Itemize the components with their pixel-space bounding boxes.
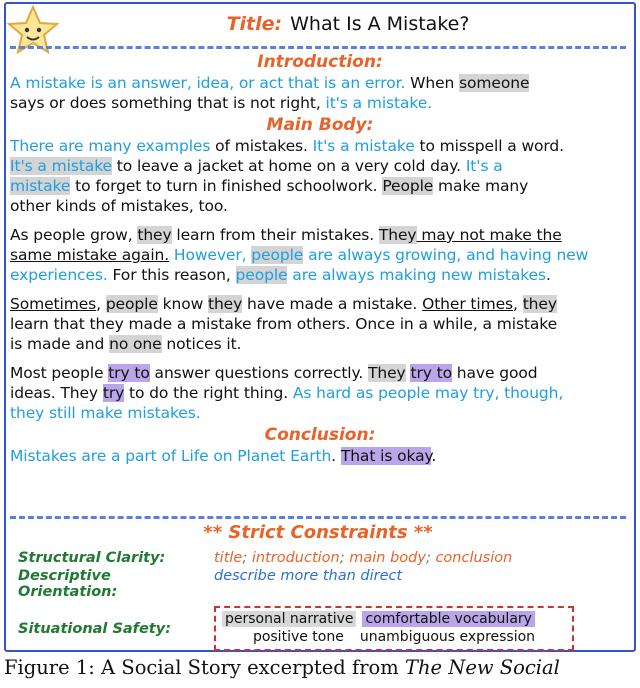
mp3-h: ,	[513, 295, 523, 313]
sc-sep3: ;	[425, 550, 436, 566]
mp4-j: to do the right thing.	[124, 384, 293, 402]
mp4-b: try to	[108, 364, 150, 382]
mp1-i: to forget to turn in finished schoolwork.	[70, 177, 383, 195]
mp2-l: people	[235, 266, 288, 284]
constraint-label-descriptive: Descriptive Orientation:	[18, 568, 118, 600]
divider-bottom	[10, 516, 626, 519]
mp1-e: It's a mistake	[10, 157, 112, 175]
mp1-c: It's a mistake	[312, 137, 415, 155]
mp1-d: to misspell a word.	[414, 137, 564, 155]
mp3-m: notices it.	[161, 335, 242, 353]
caption-text: A Social Story excerpted from	[94, 656, 405, 679]
mp2-h: people	[251, 246, 304, 264]
mp4-f: try to	[410, 364, 452, 382]
safety-chip-line-1	[222, 611, 566, 627]
concl-b: .	[331, 447, 341, 465]
constraint-row-structural	[18, 550, 622, 566]
mp2-m: are always making new mistakes	[287, 266, 546, 284]
mp1-j: People	[382, 177, 434, 195]
caption-italic: The New Social	[404, 656, 560, 679]
title-text: What Is A Mistake?	[290, 13, 470, 35]
story-body	[10, 50, 630, 512]
constraint-value-structural	[214, 550, 512, 566]
mp4-i: try	[102, 384, 125, 402]
mp3-b: ,	[96, 295, 106, 313]
intro-l1c: someone	[459, 74, 530, 92]
main-paragraph-1	[10, 136, 630, 216]
mp2-c: learn from their mistakes.	[171, 226, 379, 244]
main-paragraph-4	[10, 363, 630, 423]
sc-title: title	[214, 550, 243, 566]
mp1-h: mistake	[10, 177, 71, 195]
divider-top	[10, 46, 626, 49]
heading-conclusion: Conclusion:	[264, 425, 376, 445]
mp3-d: know	[157, 295, 208, 313]
mp3-f: have made a mistake.	[242, 295, 423, 313]
mp2-f: same mistake again.	[10, 246, 170, 264]
mp1-a: There are many examples	[10, 137, 211, 155]
intro-l1b: When	[405, 74, 460, 92]
mp2-i: are always growing, and having new	[303, 246, 589, 264]
mp2-g: However,	[169, 246, 252, 264]
title-label: Title:	[226, 13, 283, 35]
safety-chip-line-2	[222, 629, 566, 645]
intro-paragraph	[10, 73, 630, 113]
intro-l1a: A mistake is an answer, idea, or act that is an error.	[10, 74, 406, 92]
mp1-b: of mistakes.	[210, 137, 313, 155]
mp4-l: they still make mistakes.	[10, 404, 201, 422]
mp3-g: Other times	[422, 295, 514, 313]
story-title-row	[70, 8, 626, 40]
mp2-j: experiences.	[10, 266, 108, 284]
main-paragraph-2	[10, 225, 630, 285]
main-paragraph-3	[10, 294, 630, 354]
mp1-l: other kinds of mistakes, too.	[10, 197, 228, 215]
mp4-a: Most people	[10, 364, 109, 382]
chip-personal-narrative: personal narrative	[222, 611, 356, 627]
sc-sep1: ;	[242, 550, 252, 566]
mp1-f: to leave a jacket at home on a very cold day.	[111, 157, 466, 175]
constraints-heading: ** Strict Constraints **	[203, 522, 433, 543]
chip-comfortable-vocabulary: comfortable vocabulary	[362, 611, 534, 627]
mp4-k: As hard as people may try, though,	[292, 384, 564, 402]
figure-caption	[4, 656, 640, 679]
mp3-c: people	[105, 295, 158, 313]
caption-prefix: Figure 1:	[4, 656, 95, 679]
mp3-k: is made and	[10, 335, 110, 353]
mp2-n: .	[545, 266, 551, 284]
sc-main-body: main body	[349, 550, 426, 566]
mp4-h: ideas. They	[10, 384, 103, 402]
concl-d: .	[431, 447, 437, 465]
constraint-label-structural: Structural Clarity:	[18, 550, 166, 566]
mp3-i: they	[522, 295, 557, 313]
mp2-d: They	[378, 226, 417, 244]
mp4-c: answer questions correctly.	[149, 364, 369, 382]
constraint-row-descriptive	[18, 568, 622, 600]
mp2-e: may not make the	[416, 226, 562, 244]
mp4-g: have good	[451, 364, 538, 382]
heading-introduction: Introduction:	[257, 52, 383, 72]
intro-l2b: it's a mistake.	[325, 94, 433, 112]
chip-positive-tone: positive tone	[252, 629, 344, 645]
chip-unambiguous-expression: unambiguous expression	[359, 629, 536, 645]
safety-chip-box	[214, 606, 574, 651]
mp3-a: Sometimes	[10, 295, 97, 313]
sc-introduction: introduction	[251, 550, 340, 566]
constraints-block	[18, 550, 622, 646]
constraint-row-safety	[18, 606, 622, 651]
mp1-g: It's a	[465, 157, 503, 175]
mp3-e: they	[207, 295, 243, 313]
sc-sep2: ;	[339, 550, 350, 566]
mp1-k: make many	[433, 177, 529, 195]
intro-l2a: says or does something that is not right,	[10, 94, 326, 112]
mp2-k: For this reason,	[107, 266, 236, 284]
heading-main-body: Main Body:	[266, 115, 374, 135]
conclusion-paragraph	[10, 446, 630, 466]
mp2-a: As people grow,	[10, 226, 138, 244]
mp2-b: they	[137, 226, 172, 244]
constraint-value-descriptive: describe more than direct	[214, 568, 403, 584]
mp4-d: They	[368, 364, 406, 382]
constraint-label-safety: Situational Safety:	[18, 620, 171, 637]
concl-c: That is okay	[340, 447, 432, 465]
concl-a: Mistakes are a part of Life on Planet Earth	[10, 447, 332, 465]
mp3-l: no one	[109, 335, 162, 353]
sc-conclusion: conclusion	[435, 550, 513, 566]
mp3-j: learn that they made a mistake from others. Once in a while, a mistake	[10, 315, 558, 333]
